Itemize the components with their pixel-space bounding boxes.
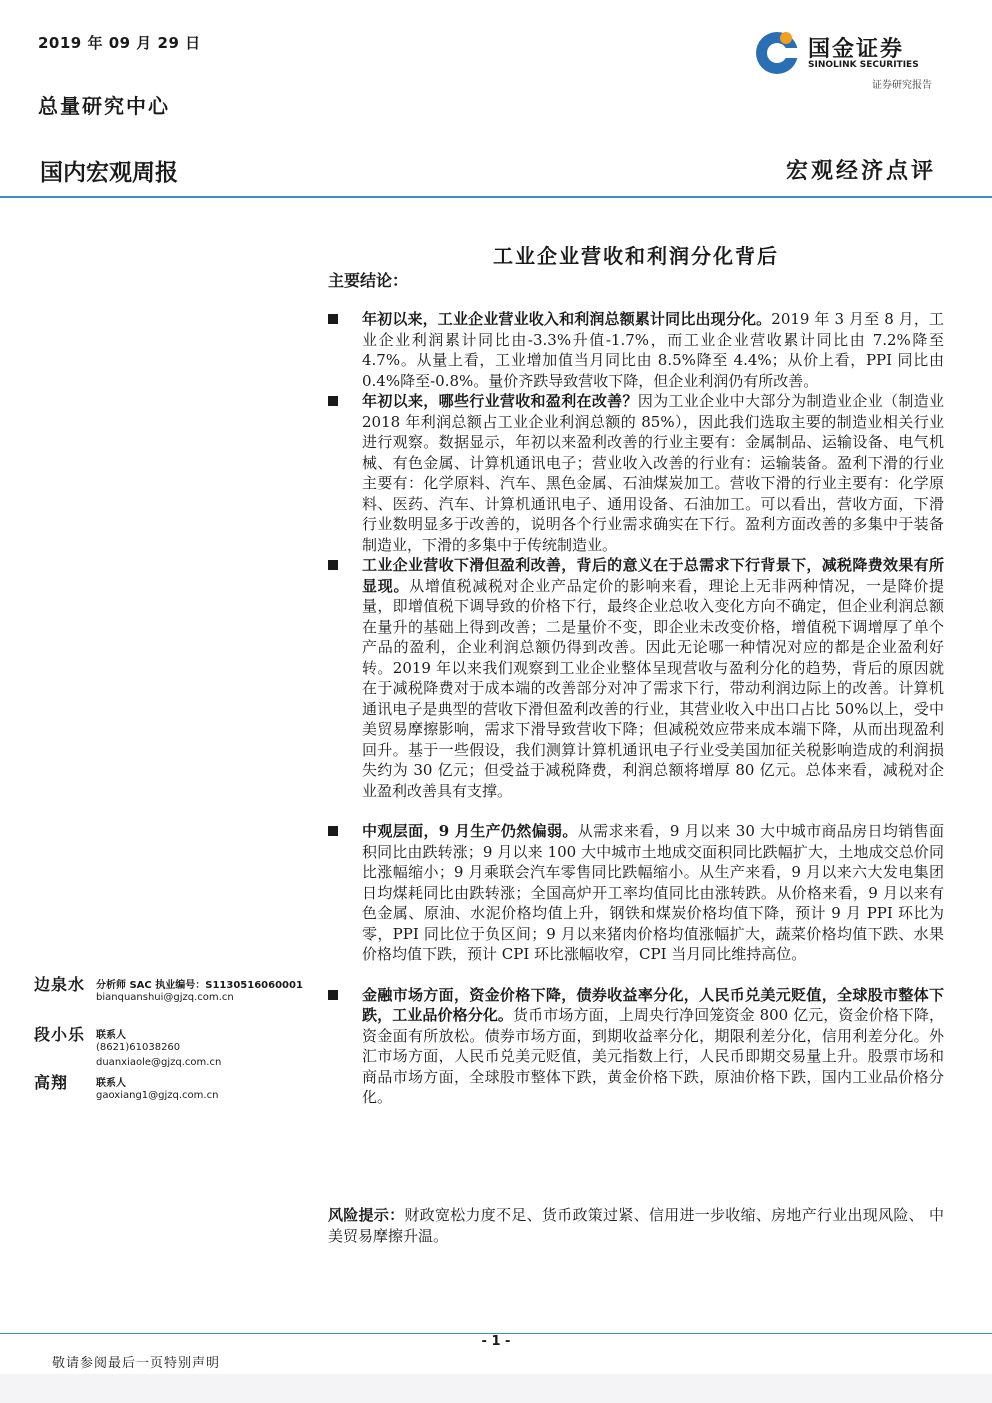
logo-mark-icon — [756, 32, 798, 74]
analyst-name: 段小乐 — [34, 1025, 86, 1044]
disclaimer-note: 敬请参阅最后一页特别声明 — [52, 1356, 221, 1371]
logo-name-cn: 国金证券 — [808, 37, 905, 62]
risk-label: 风险提示： — [328, 1206, 405, 1224]
list-item — [328, 391, 944, 555]
analyst-panel — [34, 972, 314, 1120]
header-divider — [0, 196, 992, 198]
logo-subtitle: 证券研究报告 — [872, 80, 932, 91]
logo-name-en: SINOLINK SECURITIES — [808, 60, 919, 70]
analyst-role: 分析师 SAC 执业编号：S1130516060001 — [96, 980, 303, 991]
analyst-card — [34, 972, 314, 1022]
bottom-band — [0, 1374, 992, 1403]
page-title: 工业企业营收和利润分化背后 — [493, 244, 779, 268]
square-bullet-icon — [328, 314, 338, 324]
analyst-email[interactable]: bianquanshui@gjzq.com.cn — [96, 992, 234, 1003]
list-item — [328, 309, 944, 391]
bullet-text: 货币市场方面，上周央行净回笼资金 800 亿元，资金价格下降，资金面有所放松。债券市场方面，到期收益率分化，期限利差分化，信用利差分化。外汇市场方面，人民币兑美元贬值，美元指数上行，人民币即期交易量上升。股票市场和商品市场方面，全球股市整体下跌，黄金价格下跌，原油价格下跌，国内工业品价格分化。 — [362, 1006, 944, 1106]
square-bullet-icon — [328, 990, 338, 1000]
section-label: 主要结论： — [328, 271, 409, 290]
analyst-name: 边泉水 — [34, 975, 86, 994]
report-category: 宏观经济点评 — [785, 158, 936, 184]
bullet-text: 2019 年 3 月至 8 月，工业企业利润累计同比由-3.3%升值-1.7%，而工业企业营收累计同比由 7.2%降至 4.7%。从量上看，工业增加值当月同比由 8.5%降至 4.4%；从价上看，PPI 同比由 0.4%降至-0.8%。量价齐跌导致营收下降，但企业利润仍有所改善。 — [362, 310, 944, 390]
report-type: 国内宏观周报 — [40, 160, 178, 186]
key-conclusions-list — [328, 309, 944, 1108]
bullet-heading: 金融市场方面，资金价格下降，债券收益率分化，人民币兑美元贬值，全球股市整体下跌，工业品价格分化。 — [362, 985, 944, 1024]
analyst-card — [34, 1070, 314, 1120]
analyst-role: 联系人 — [96, 1030, 126, 1041]
analyst-phone: (8621)61038260 — [96, 1042, 181, 1053]
page-number: - 1 - — [481, 1334, 511, 1349]
company-logo — [756, 30, 946, 92]
bullet-text: 从需求来看，9 月以来 30 大中城市商品房日均销售面积同比由跌转涨；9 月以来 100 大中城市土地成交面积同比跌幅扩大，土地成交总价同比涨幅缩小；9 月乘联会汽车零售同比跌幅缩小。从生产来看，9 月以来六大发电集团日均煤耗同比由跌转涨；全国高炉开工率均值同比由涨转跌。从价格来看，9 月以来有色金属、原油、水泥价格均值上升，钢铁和煤炭价格均值下降，预计 9 月 PPI 环比为零，PPI 同比位于负区间；9 月以来猪肉价格均值涨幅扩大，蔬菜价格均值下跌、水果价格均值下跌，预计 CPI 环比涨幅收窄，CPI 当月同比维持高位。 — [362, 822, 944, 963]
report-date: 2019 年 09 月 29 日 — [38, 34, 201, 52]
analyst-email[interactable]: duanxiaole@gjzq.com.cn — [96, 1057, 222, 1068]
department-name: 总量研究中心 — [38, 94, 170, 118]
bullet-heading: 年初以来，工业企业营业收入和利润总额累计同比出现分化。 — [362, 310, 772, 328]
risk-warning — [328, 1205, 944, 1246]
bullet-text: 从增值税减税对企业产品定价的影响来看，理论上无非两种情况，一是降价提量，即增值税下调导致的价格下行，最终企业总收入变化方向不确定，但企业利润总额在量升的基础上得到改善；二是量价不变，即企业未改变价格，增值税下调增厚了单个产品的盈利，企业利润总额仍得到改善。因此无论哪一种情况对应的都是企业盈利好转。2019 年以来我们观察到工业企业整体呈现营收与盈利分化的趋势，背后的原因就在于减税降费对于成本端的改善部分对冲了需求下行，带动利润边际上的改善。计算机通讯电子是典型的营收下滑但盈利改善的行业，其营业收入中出口占比 50%以上，受中美贸易摩擦影响，需求下滑导致营收下降；但减税效应带来成本端下降，从而出现盈利回升。基于一些假设，我们测算计算机通讯电子行业受美国加征关税影响造成的利润损失约为 30 亿元；但受益于减税降费，利润总额将增厚 80 亿元。总体来看，减税对企业盈利改善具有支撑。 — [362, 576, 944, 800]
bullet-heading: 中观层面，9 月生产仍然偏弱。 — [362, 822, 578, 840]
bullet-heading: 年初以来，哪些行业营收和盈利在改善？ — [362, 392, 638, 410]
square-bullet-icon — [328, 396, 338, 406]
analyst-email[interactable]: gaoxiang1@gjzq.com.cn — [96, 1090, 219, 1101]
analyst-card — [34, 1022, 314, 1070]
square-bullet-icon — [328, 560, 338, 570]
bullet-text: 因为工业企业中大部分为制造业企业（制造业 2018 年利润总额占工业企业利润总额的 85%），因此我们选取主要的制造业相关行业进行观察。数据显示，年初以来盈利改善的行业主要有：金属制品、运输设备、电气机械、有色金属、计算机通讯电子；营业收入改善的行业有：运输装备。盈利下滑的行业主要有：化学原料、汽车、黑色金属、石油煤炭加工。营收下滑的行业主要有：化学原料、医药、汽车、计算机通讯电子、通用设备、石油加工。可以看出，营收方面，下滑行业数明显多于改善的，说明各个行业需求确实在下行。盈利方面改善的多集中于装备制造业，下滑的多集中于传统制造业。 — [362, 392, 944, 554]
risk-text: 财政宽松力度不足、货币政策过紧、信用进一步收缩、房地产行业出现风险、 中美贸易摩擦升温。 — [328, 1206, 944, 1245]
list-item — [328, 555, 944, 801]
analyst-name: 高翔 — [34, 1073, 69, 1092]
analyst-role: 联系人 — [96, 1078, 126, 1089]
list-item — [328, 821, 944, 965]
list-item — [328, 985, 944, 1108]
square-bullet-icon — [328, 826, 338, 836]
bullet-heading: 工业企业营收下滑但盈利改善，背后的意义在于总需求下行背景下，减税降费效果有所显现。 — [362, 556, 944, 595]
